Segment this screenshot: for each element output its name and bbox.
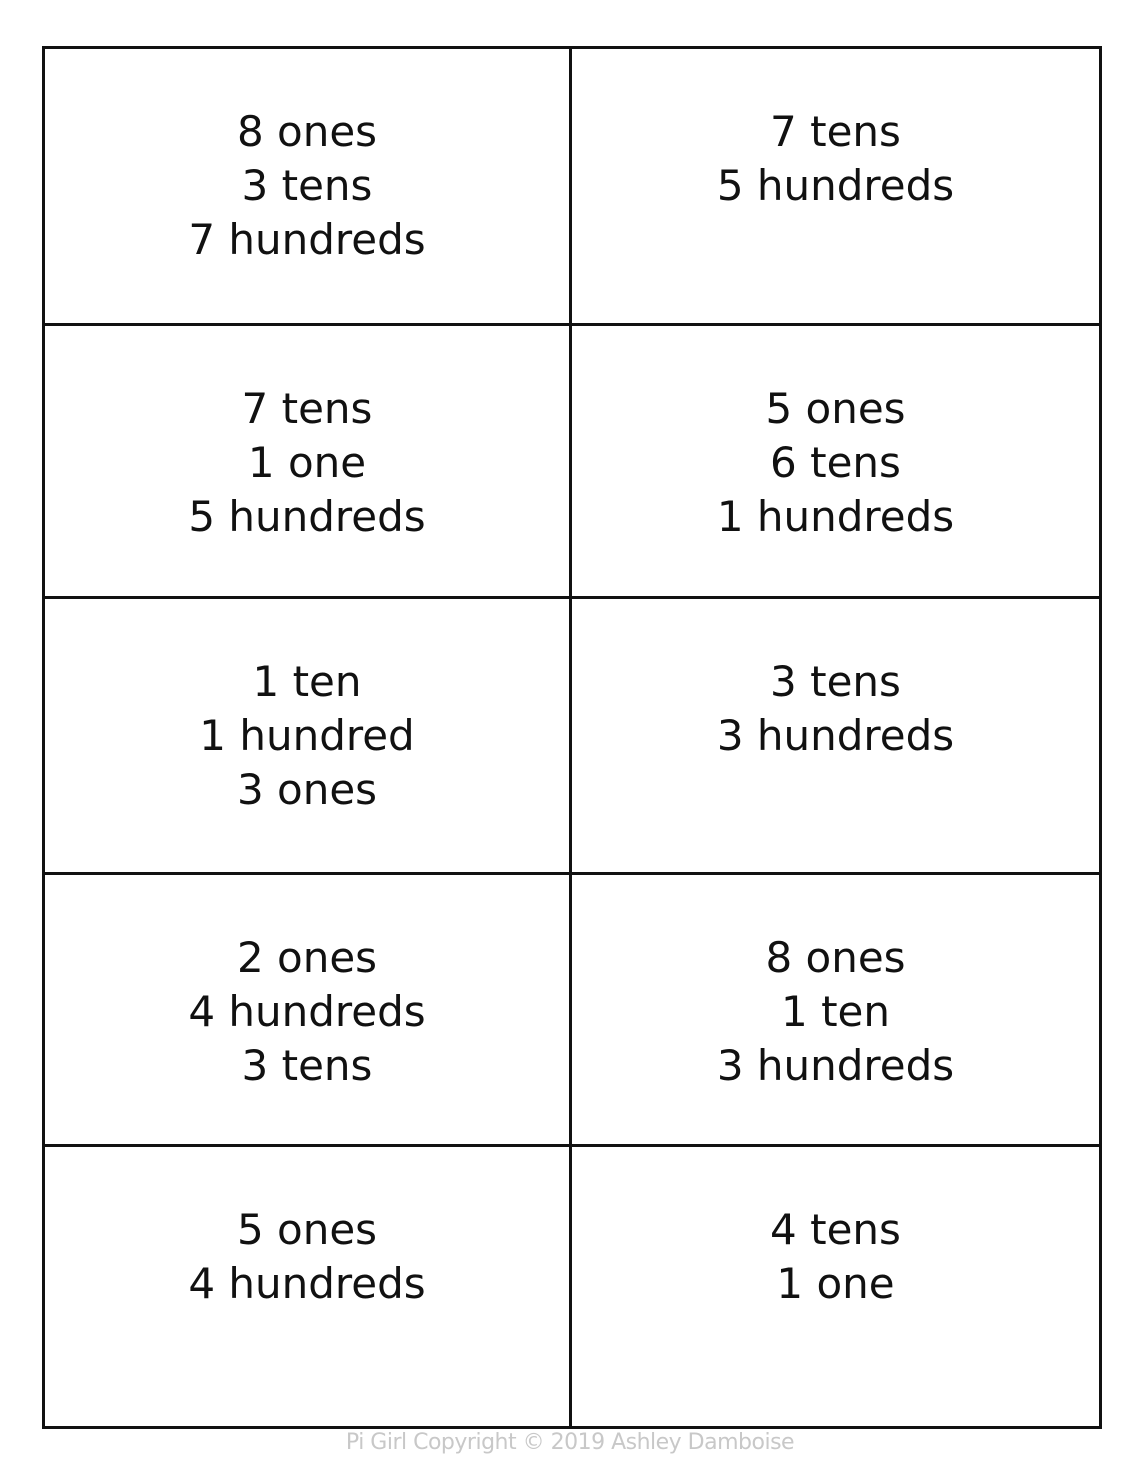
card-line: 1 one: [776, 1259, 895, 1308]
card-line: 7 tens: [241, 384, 373, 433]
card-line: 3 tens: [770, 657, 901, 706]
card-grid: [42, 46, 1102, 1429]
card-line: 5 hundreds: [716, 161, 955, 210]
card-line: 5 ones: [765, 384, 906, 433]
card-line: 1 hundreds: [716, 492, 955, 541]
card-6: [572, 599, 1099, 875]
card-4: [572, 326, 1099, 599]
card-line: 4 tens: [770, 1205, 901, 1254]
card-1: [45, 49, 572, 326]
card-line: 6 tens: [770, 438, 901, 487]
card-line: 8 ones: [236, 107, 378, 156]
card-line: 8 ones: [765, 933, 906, 982]
copyright-footer: Pi Girl Copyright © 2019 Ashley Damboise: [345, 1430, 795, 1455]
card-line: 3 hundreds: [716, 1041, 955, 1090]
card-line: 7 hundreds: [188, 215, 426, 264]
card-line: 5 ones: [236, 1205, 378, 1254]
card-8: [572, 875, 1099, 1147]
card-line: 7 tens: [770, 107, 901, 156]
card-line: 3 tens: [241, 1041, 373, 1090]
card-line: 3 ones: [236, 765, 378, 814]
card-2: [572, 49, 1099, 326]
card-line: 2 ones: [236, 933, 378, 982]
card-line: 3 hundreds: [716, 711, 955, 760]
card-line: 1 hundred: [199, 711, 415, 760]
card-line: 5 hundreds: [188, 492, 426, 541]
card-line: 4 hundreds: [188, 1259, 426, 1308]
card-10: [572, 1147, 1099, 1426]
card-5: [45, 599, 572, 875]
card-3: [45, 326, 572, 599]
card-line: 3 tens: [241, 161, 373, 210]
card-line: 1 ten: [781, 987, 890, 1036]
card-7: [45, 875, 572, 1147]
card-line: 1 ten: [252, 657, 362, 706]
card-line: 1 one: [247, 438, 367, 487]
card-line: 4 hundreds: [188, 987, 426, 1036]
card-9: [45, 1147, 572, 1426]
